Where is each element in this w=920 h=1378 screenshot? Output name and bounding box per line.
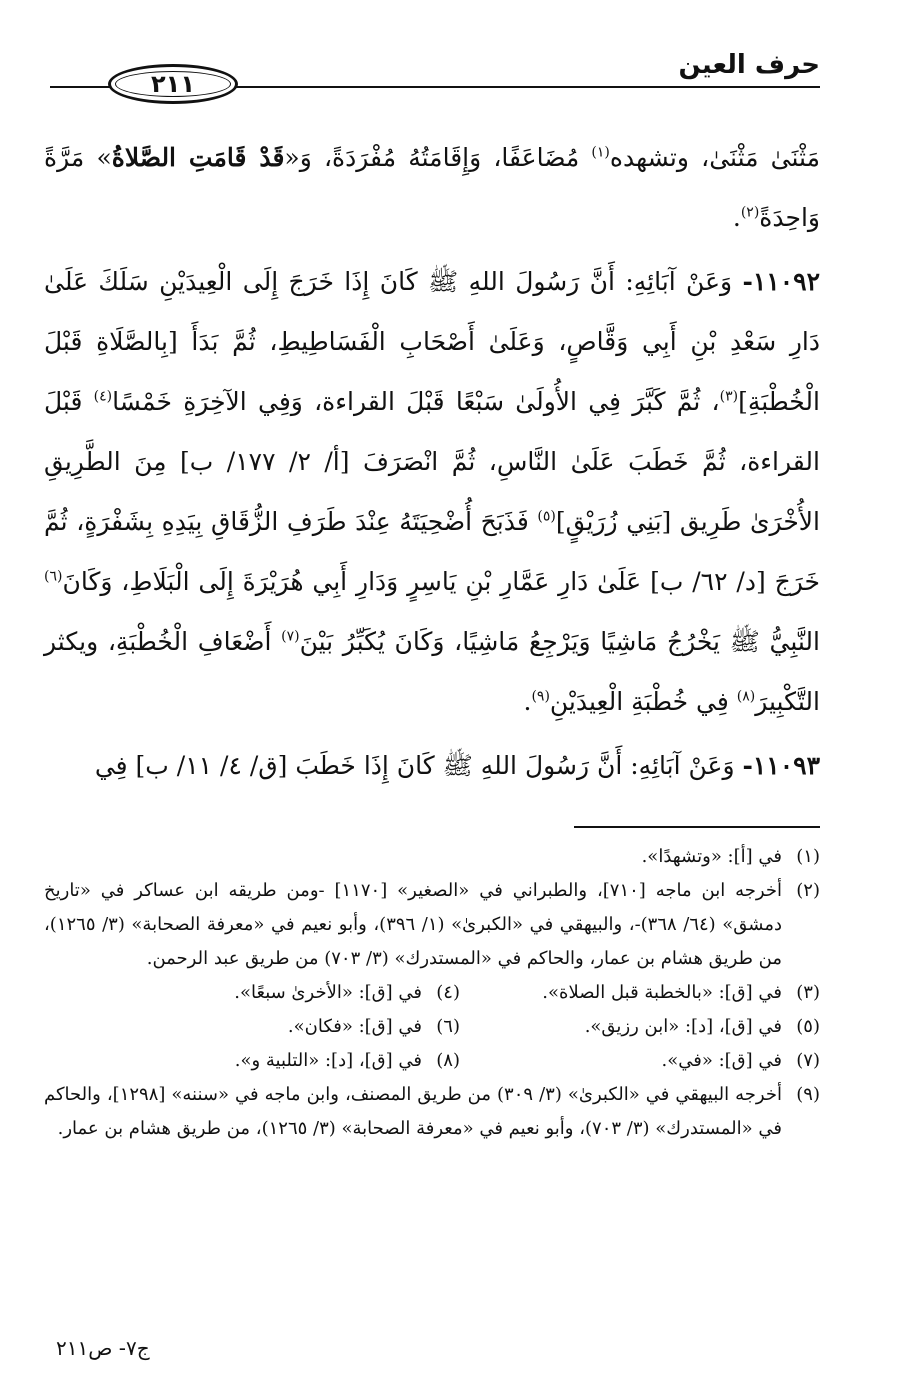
footnote — [44, 1078, 820, 1146]
footnote-text: في [ق]، [د]: «ابن رزيق». — [584, 1016, 782, 1037]
footnote-ref: (٢) — [740, 204, 760, 221]
footnote-text: في [ق]: «في». — [661, 1050, 782, 1071]
footnote-number: (٤) — [436, 982, 460, 1003]
footnote-text: أخرجه ابن ماجه [٧١٠]، والطبراني في «الصغير» [١١٧٠] -ومن طريقه ابن عساكر في «تاريخ دمشق» (٦٤/ ٣٦٨)-، والبيهقي في «الكبرىٰ» (١/ ٣٩٦)، وأبو نعيم في «معرفة الصحابة» (٣/ ١٢٦٥)، من طريق هشام بن عمار، والحاكم في «المستدرك» (٣/ ٧٠٣) من طريق عبد الرحمن. — [44, 880, 782, 969]
footnote-number: (٢) — [796, 880, 820, 901]
text-run: النَّبِيُّ ﷺ يَخْرُجُ مَاشِيًا وَيَرْجِعُ مَاشِيًا، وَكَانَ يُكَبِّرُ بَيْنَ — [299, 627, 820, 656]
text-run: . — [732, 203, 741, 232]
footnote-text: أخرجه البيهقي في «الكبرىٰ» (٣/ ٣٠٩) من طريق المصنف، وابن ماجه في «سننه» [١٢٩٨]، والحاكم في «المستدرك» (٣/ ٧٠٣)، وأبو نعيم في «معرفة الصحابة» (٣/ ١٢٦٥)، من طريق هشام بن عمار. — [44, 1084, 782, 1139]
text-run: وَعَنْ آبَائِهِ: أَنَّ رَسُولَ اللهِ ﷺ كَانَ إِذَا خَطَبَ [ق/ ٤/ ١١/ ب] فِي — [94, 751, 743, 780]
hadith-number: ١١٠٩٢- — [742, 267, 820, 296]
text-run: مَثْنَىٰ مَثْنَىٰ، وتشهده — [609, 143, 820, 172]
page-number-badge: ٢١١ — [108, 64, 238, 104]
page-header — [50, 48, 820, 104]
text-run: قَبْلَ القراءة، ثُمَّ خَطَبَ عَلَىٰ النَّاسِ، ثُمَّ انْصَرَفَ [أ/ ٢/ ١٧٧/ ب] مِنَ الطَّرِيقِ الأُخْرَىٰ طَرِيق [بَنِي زُرَيْقٍ] — [44, 387, 820, 536]
footnote-text: في [ق]: «فكان». — [287, 1016, 422, 1037]
footnote — [44, 874, 820, 976]
footnote-row — [44, 1010, 820, 1044]
footnotes — [44, 840, 820, 1146]
footnote — [44, 840, 820, 874]
footnote — [460, 1010, 820, 1044]
text-run: وَعَنْ آبَائِهِ: أَنَّ رَسُولَ اللهِ ﷺ كَانَ إِذَا خَرَجَ إِلَى الْعِيدَيْنِ سَلَكَ عَلَىٰ دَارِ سَعْدِ بْنِ أَبِي وَقَّاصٍ، وَعَلَىٰ أَصْحَابِ الْفَسَاطِيطِ، ثُمَّ بَدَأَ [بِالصَّلَاةِ قَبْلَ الْخُطْبَةِ] — [44, 267, 820, 416]
footnote-ref: (٤) — [93, 388, 113, 405]
footnote-text: في [ق]، [د]: «التلبية و». — [234, 1050, 422, 1071]
footnote-divider — [574, 826, 820, 828]
text-run: مُضَاعَفًا، وَإِقَامَتُهُ مُفْرَدَةً، وَ« — [284, 143, 592, 172]
footnote-number: (٦) — [436, 1016, 460, 1037]
footnote — [460, 1044, 820, 1078]
footnote-ref: (٦) — [44, 568, 63, 585]
text-run: ، ثُمَّ كَبَّرَ فِي الأُولَىٰ سَبْعًا قَبْلَ القراءة، وَفِي الآخِرَةِ خَمْسًا — [112, 387, 720, 416]
footnote-number: (١) — [796, 846, 820, 867]
footnote-ref: (٩) — [531, 688, 550, 705]
footnote-text: في [ق]: «بالخطبة قبل الصلاة». — [542, 982, 782, 1003]
main-text — [44, 128, 820, 800]
page-reference: ج٧- ص٢١١ — [56, 1336, 150, 1360]
footnote-row — [44, 976, 820, 1010]
footnote — [100, 1010, 460, 1044]
footnote-ref: (٨) — [736, 688, 756, 705]
text-run: . — [523, 687, 532, 716]
footnote-number: (٣) — [796, 982, 820, 1003]
text-run: فِي خُطْبَةِ الْعِيدَيْنِ — [549, 687, 737, 716]
footnote-number: (٩) — [796, 1084, 820, 1105]
hadith-number: ١١٠٩٣- — [742, 751, 820, 780]
footnote-row — [44, 1044, 820, 1078]
hadith-paragraph — [44, 736, 820, 796]
footnote-ref: (٧) — [281, 628, 300, 645]
emphasized-phrase: قَدْ قَامَتِ الصَّلاةُ — [111, 143, 285, 172]
text-run: أَضْعَافِ الْخُطْبَةِ، ويكثر التَّكْبِيرَ — [44, 627, 820, 716]
text-run: فَذَبَحَ أُضْحِيَتَهُ عِنْدَ طَرَفِ الزُّقَاقِ بِيَدِهِ بِشَفْرَةٍ، ثُمَّ خَرَجَ [د/ ٦٢/ ب] عَلَىٰ دَارِ عَمَّارِ بْنِ يَاسِرٍ وَدَارِ أَبِي هُرَيْرَةَ إِلَى الْبَلَاطِ، وَكَانَ — [44, 507, 820, 596]
chapter-title: حرف العين — [678, 50, 820, 80]
footnote-number: (٧) — [796, 1050, 820, 1071]
footnote-text: في [ق]: «الأخرىٰ سبعًا». — [234, 982, 422, 1003]
footnote-ref: (٥) — [537, 508, 556, 525]
footnote-number: (٨) — [436, 1050, 460, 1071]
hadith-paragraph — [44, 252, 820, 732]
paragraph-continuation — [44, 128, 820, 248]
footnote — [100, 976, 460, 1010]
footnote — [100, 1044, 460, 1078]
footnote-text: في [أ]: «وتشهدًا». — [641, 846, 782, 867]
footnote-ref: (١) — [591, 144, 610, 161]
footnote — [460, 976, 820, 1010]
footnote-number: (٥) — [796, 1016, 820, 1037]
footnote-ref: (٣) — [719, 388, 739, 405]
text-run: » مَرَّةً وَاحِدَةً — [44, 143, 820, 232]
